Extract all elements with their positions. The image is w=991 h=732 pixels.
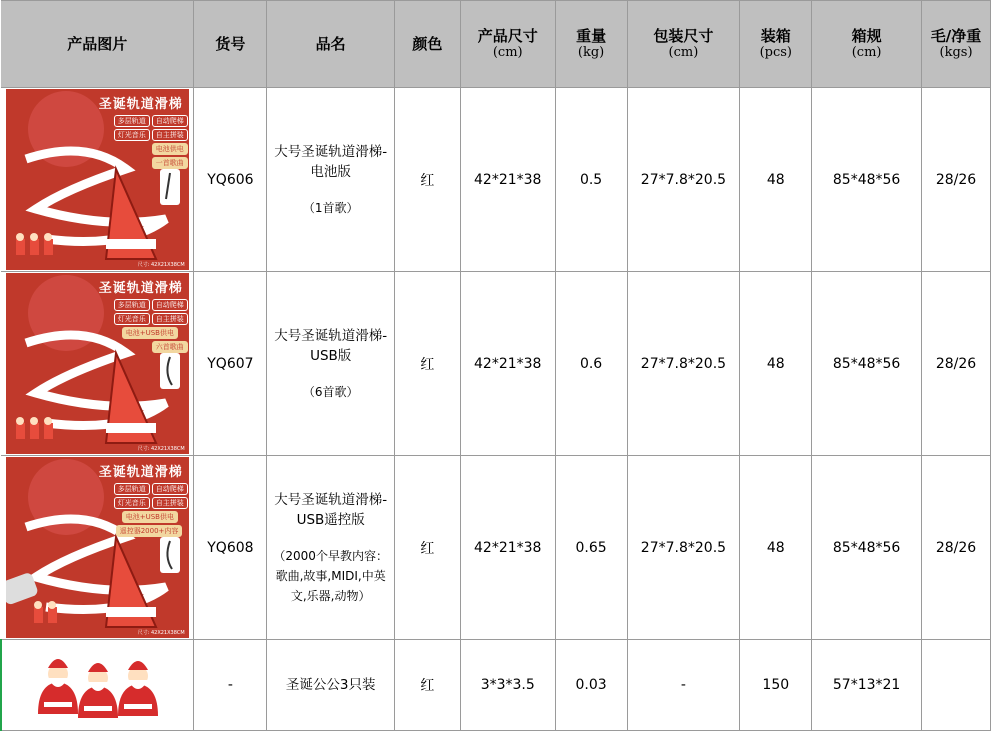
feature-badge: 自动爬梯: [152, 299, 188, 311]
product-image-cell: [1, 272, 194, 456]
pcs: 48: [740, 88, 812, 272]
product-image-cell: [1, 456, 194, 640]
header-pcs: 装箱 (pcs): [740, 1, 812, 88]
table-row: [1, 272, 991, 456]
product-size: 3*3*3.5: [460, 640, 555, 731]
header-color: 颜色: [395, 1, 461, 88]
product-image: [6, 273, 189, 454]
thumbnail-title: 圣诞轨道滑梯: [98, 97, 183, 112]
package-size: 27*7.8*20.5: [627, 88, 740, 272]
product-name: 大号圣诞轨道滑梯-USB遥控版: [274, 491, 388, 528]
product-size: 42*21*38: [460, 272, 555, 456]
feature-badge: 自主拼装: [152, 497, 188, 509]
header-gross-net: 毛/净重 (kgs): [922, 1, 991, 88]
size-note: 尺寸: 42X21X38CM: [137, 446, 185, 452]
feature-badge: 多层轨道: [114, 115, 150, 127]
size-note: 尺寸: 42X21X38CM: [137, 262, 185, 268]
product-name-cell: [267, 640, 395, 731]
package-size: 27*7.8*20.5: [627, 456, 740, 640]
gross-net-weight: 28/26: [922, 272, 991, 456]
product-name: 圣诞公公3只装: [285, 677, 376, 693]
color: 红: [395, 272, 461, 456]
header-row: [1, 1, 991, 88]
santa-figures-icon: [28, 644, 168, 722]
feature-badge: 自动爬梯: [152, 483, 188, 495]
product-image-cell: [1, 640, 194, 731]
color: 红: [395, 88, 461, 272]
power-badge: 电池供电: [152, 143, 188, 155]
item-no: YQ606: [194, 88, 267, 272]
package-size: -: [627, 640, 740, 731]
feature-badge: 灯光音乐: [114, 129, 150, 141]
product-name: 大号圣诞轨道滑梯-电池版: [274, 143, 388, 180]
header-package-size: 包装尺寸 (cm): [627, 1, 740, 88]
color: 红: [395, 456, 461, 640]
product-name-cell: [267, 272, 395, 456]
feature-badge: 自动爬梯: [152, 115, 188, 127]
feature-badge: 灯光音乐: [114, 497, 150, 509]
product-note: （2000个早教内容：歌曲,故事,MIDI,中英文,乐器,动物）: [273, 548, 388, 603]
header-product-size: 产品尺寸 (cm): [460, 1, 555, 88]
pcs: 48: [740, 456, 812, 640]
gross-net-weight: 28/26: [922, 456, 991, 640]
weight: 0.5: [555, 88, 627, 272]
songs-badge: 一首歌曲: [152, 157, 188, 169]
product-size: 42*21*38: [460, 456, 555, 640]
power-badge: 电池+USB供电: [122, 511, 178, 523]
carton-size: 85*48*56: [812, 272, 922, 456]
carton-size: 85*48*56: [812, 456, 922, 640]
feature-badge: 自主拼装: [152, 313, 188, 325]
feature-badge: 灯光音乐: [114, 313, 150, 325]
product-note: （1首歌）: [302, 200, 359, 215]
power-badge: 电池+USB供电: [122, 327, 178, 339]
product-name-cell: [267, 88, 395, 272]
header-weight: 重量 (kg): [555, 1, 627, 88]
product-name-cell: [267, 456, 395, 640]
weight: 0.65: [555, 456, 627, 640]
header-carton: 箱规 (cm): [812, 1, 922, 88]
product-image-cell: [1, 88, 194, 272]
product-size: 42*21*38: [460, 88, 555, 272]
item-no: YQ608: [194, 456, 267, 640]
product-image: [6, 457, 189, 638]
table-row: [1, 456, 991, 640]
product-image: [6, 89, 189, 270]
table-row: [1, 88, 991, 272]
thumbnail-title: 圣诞轨道滑梯: [98, 281, 183, 296]
product-note: （6首歌）: [302, 384, 359, 399]
pcs: 48: [740, 272, 812, 456]
gross-net-weight: [922, 640, 991, 731]
carton-size: 57*13*21: [812, 640, 922, 731]
item-no: -: [194, 640, 267, 731]
package-size: 27*7.8*20.5: [627, 272, 740, 456]
header-item-no: 货号: [194, 1, 267, 88]
product-name: 大号圣诞轨道滑梯-USB版: [274, 327, 388, 364]
feature-badge: 自主拼装: [152, 129, 188, 141]
item-no: YQ607: [194, 272, 267, 456]
header-image: 产品图片: [1, 1, 194, 88]
header-name: 品名: [267, 1, 395, 88]
size-note: 尺寸: 42X21X38CM: [137, 630, 185, 636]
feature-badge: 多层轨道: [114, 483, 150, 495]
songs-badge: 六首歌曲: [152, 341, 188, 353]
gross-net-weight: 28/26: [922, 88, 991, 272]
feature-badge: 多层轨道: [114, 299, 150, 311]
table-row: [1, 640, 991, 731]
color: 红: [395, 640, 461, 731]
weight: 0.6: [555, 272, 627, 456]
carton-size: 85*48*56: [812, 88, 922, 272]
weight: 0.03: [555, 640, 627, 731]
pcs: 150: [740, 640, 812, 731]
content-badge: 遥控器2000+内容: [116, 525, 183, 537]
thumbnail-title: 圣诞轨道滑梯: [98, 465, 183, 480]
